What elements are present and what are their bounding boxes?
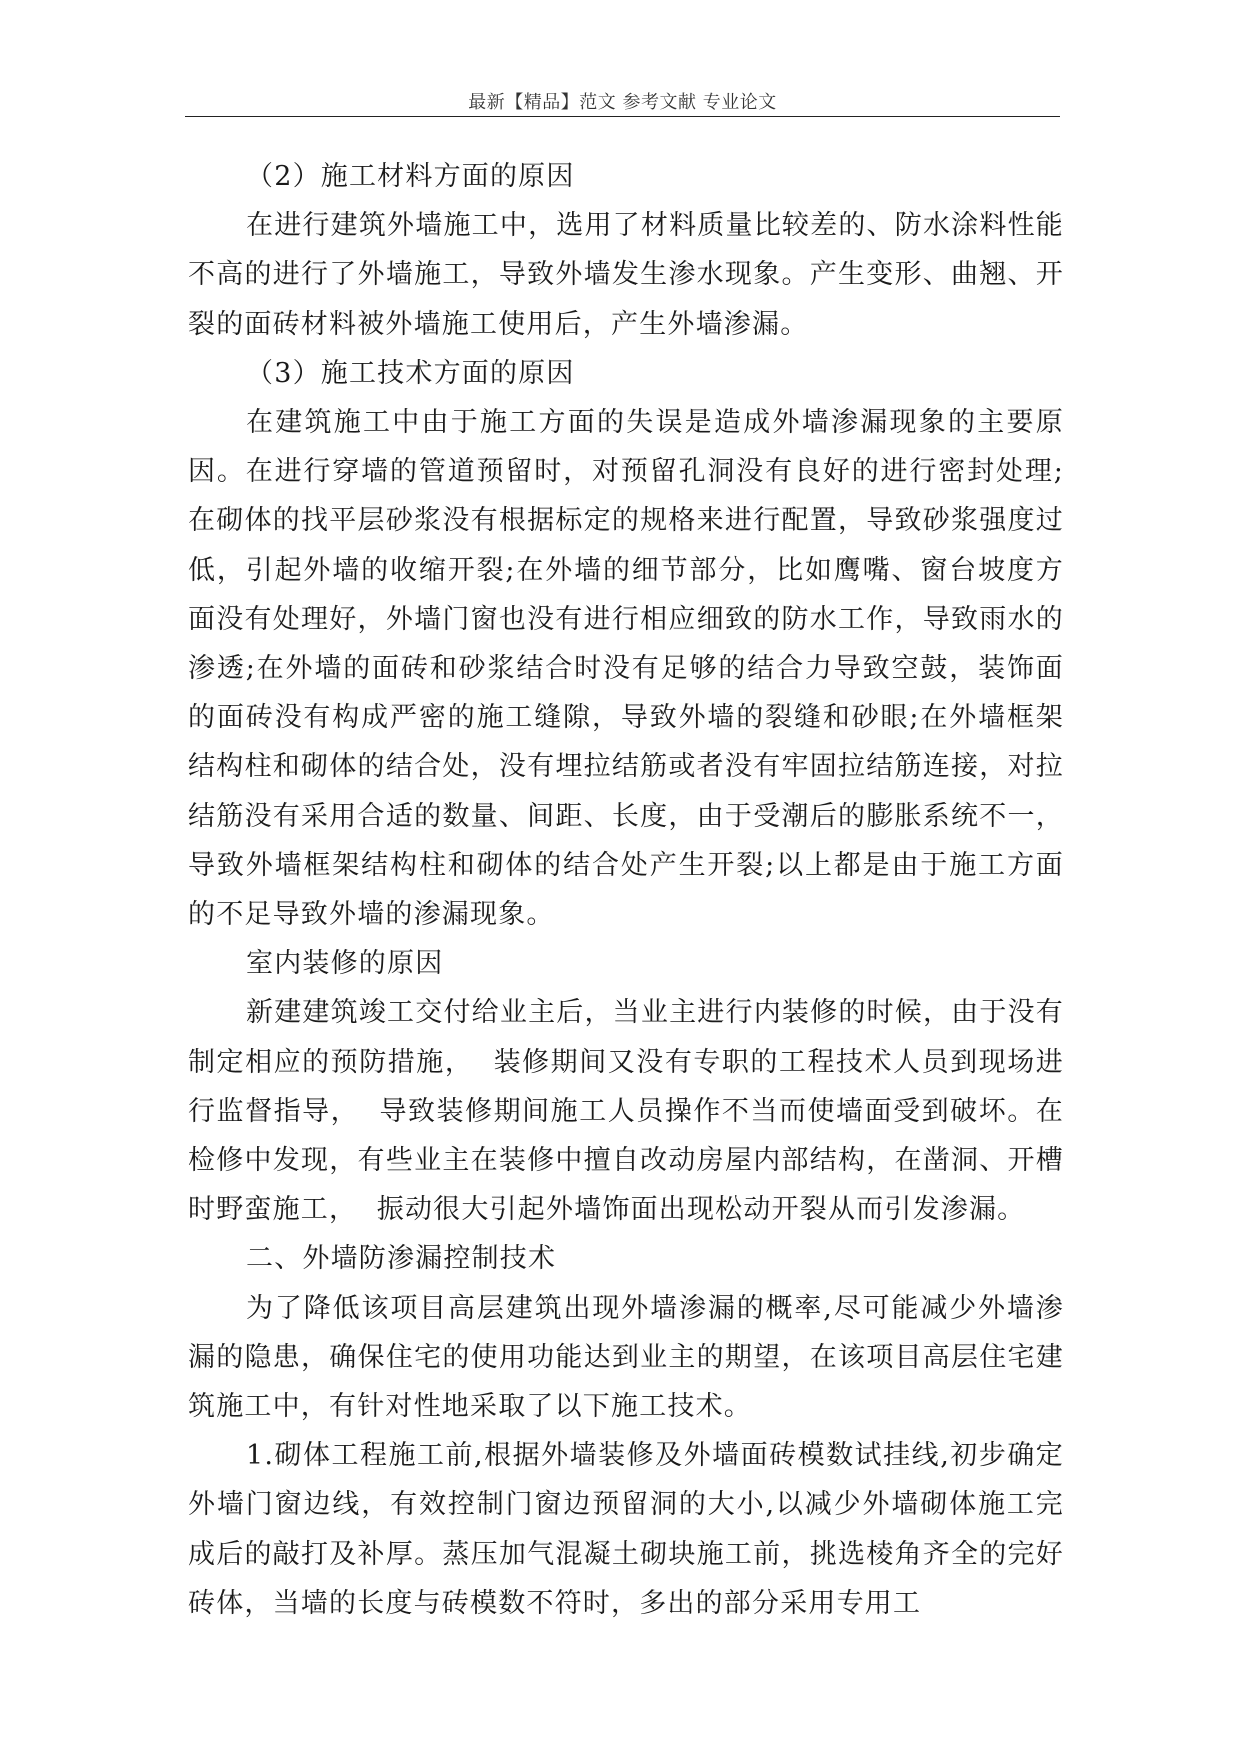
paragraph-interior: 新建建筑竣工交付给业主后，当业主进行内装修的时候，由于没有制定相应的预防措施， 装修期间又没有专职的工程技术人员到现场进行监督指导， 导致装修期间施工人员操作不当而使墙面受到破坏。在检修中发现，有些业主在装修中擅自改动房屋内部结构，在凿洞、开槽时野蛮施工， 振动很大引起外墙饰面出现松动开裂从而引发渗漏。	[188, 997, 1064, 1226]
document-body	[188, 152, 1064, 1628]
paragraph-technique: 在建筑施工中由于施工方面的失误是造成外墙渗漏现象的主要原因。在进行穿墙的管道预留时，对预留孔洞没有良好的进行密封处理;在砌体的找平层砂浆没有根据标定的规格来进行配置，导致砂浆强度过低，引起外墙的收缩开裂;在外墙的细节部分，比如鹰嘴、窗台坡度方面没有处理好，外墙门窗也没有进行相应细致的防水工作，导致雨水的渗透;在外墙的面砖和砂浆结合时没有足够的结合力导致空鼓，装饰面的面砖没有构成严密的施工缝隙，导致外墙的裂缝和砂眼;在外墙框架结构柱和砌体的结合处，没有埋拉结筋或者没有牢固拉结筋连接，对拉结筋没有采用合适的数量、间距、长度，由于受潮后的膨胀系统不一，导致外墙框架结构柱和砌体的结合处产生开裂;以上都是由于施工方面的不足导致外墙的渗漏现象。	[188, 407, 1064, 931]
header-divider	[185, 116, 1060, 117]
section-heading-control: 二、外墙防渗漏控制技术	[246, 1243, 557, 1275]
section-heading-interior: 室内装修的原因	[246, 948, 444, 980]
section-heading-technique: （3）施工技术方面的原因	[246, 357, 575, 389]
paragraph-materials: 在进行建筑外墙施工中，选用了材料质量比较差的、防水涂料性能不高的进行了外墙施工，导致外墙发生渗水现象。产生变形、曲翘、开裂的面砖材料被外墙施工使用后，产生外墙渗漏。	[188, 210, 1064, 340]
section-heading-materials: （2）施工材料方面的原因	[246, 161, 575, 192]
paragraph-masonry: 1.砌体工程施工前,根据外墙装修及外墙面砖模数试挂线,初步确定外墙门窗边线，有效控制门窗边预留洞的大小,以减少外墙砌体施工完成后的敲打及补厚。蒸压加气混凝土砌块施工前，挑选棱角齐全的完好砖体，当墙的长度与砖模数不符时，多出的部分采用专用工	[188, 1440, 1064, 1619]
paragraph-control-intro: 为了降低该项目高层建筑出现外墙渗漏的概率,尽可能减少外墙渗漏的隐患，确保住宅的使用功能达到业主的期望，在该项目高层住宅建筑施工中，有针对性地采取了以下施工技术。	[188, 1292, 1064, 1423]
page-header: 最新【精品】范文 参考文献 专业论文	[468, 92, 777, 113]
